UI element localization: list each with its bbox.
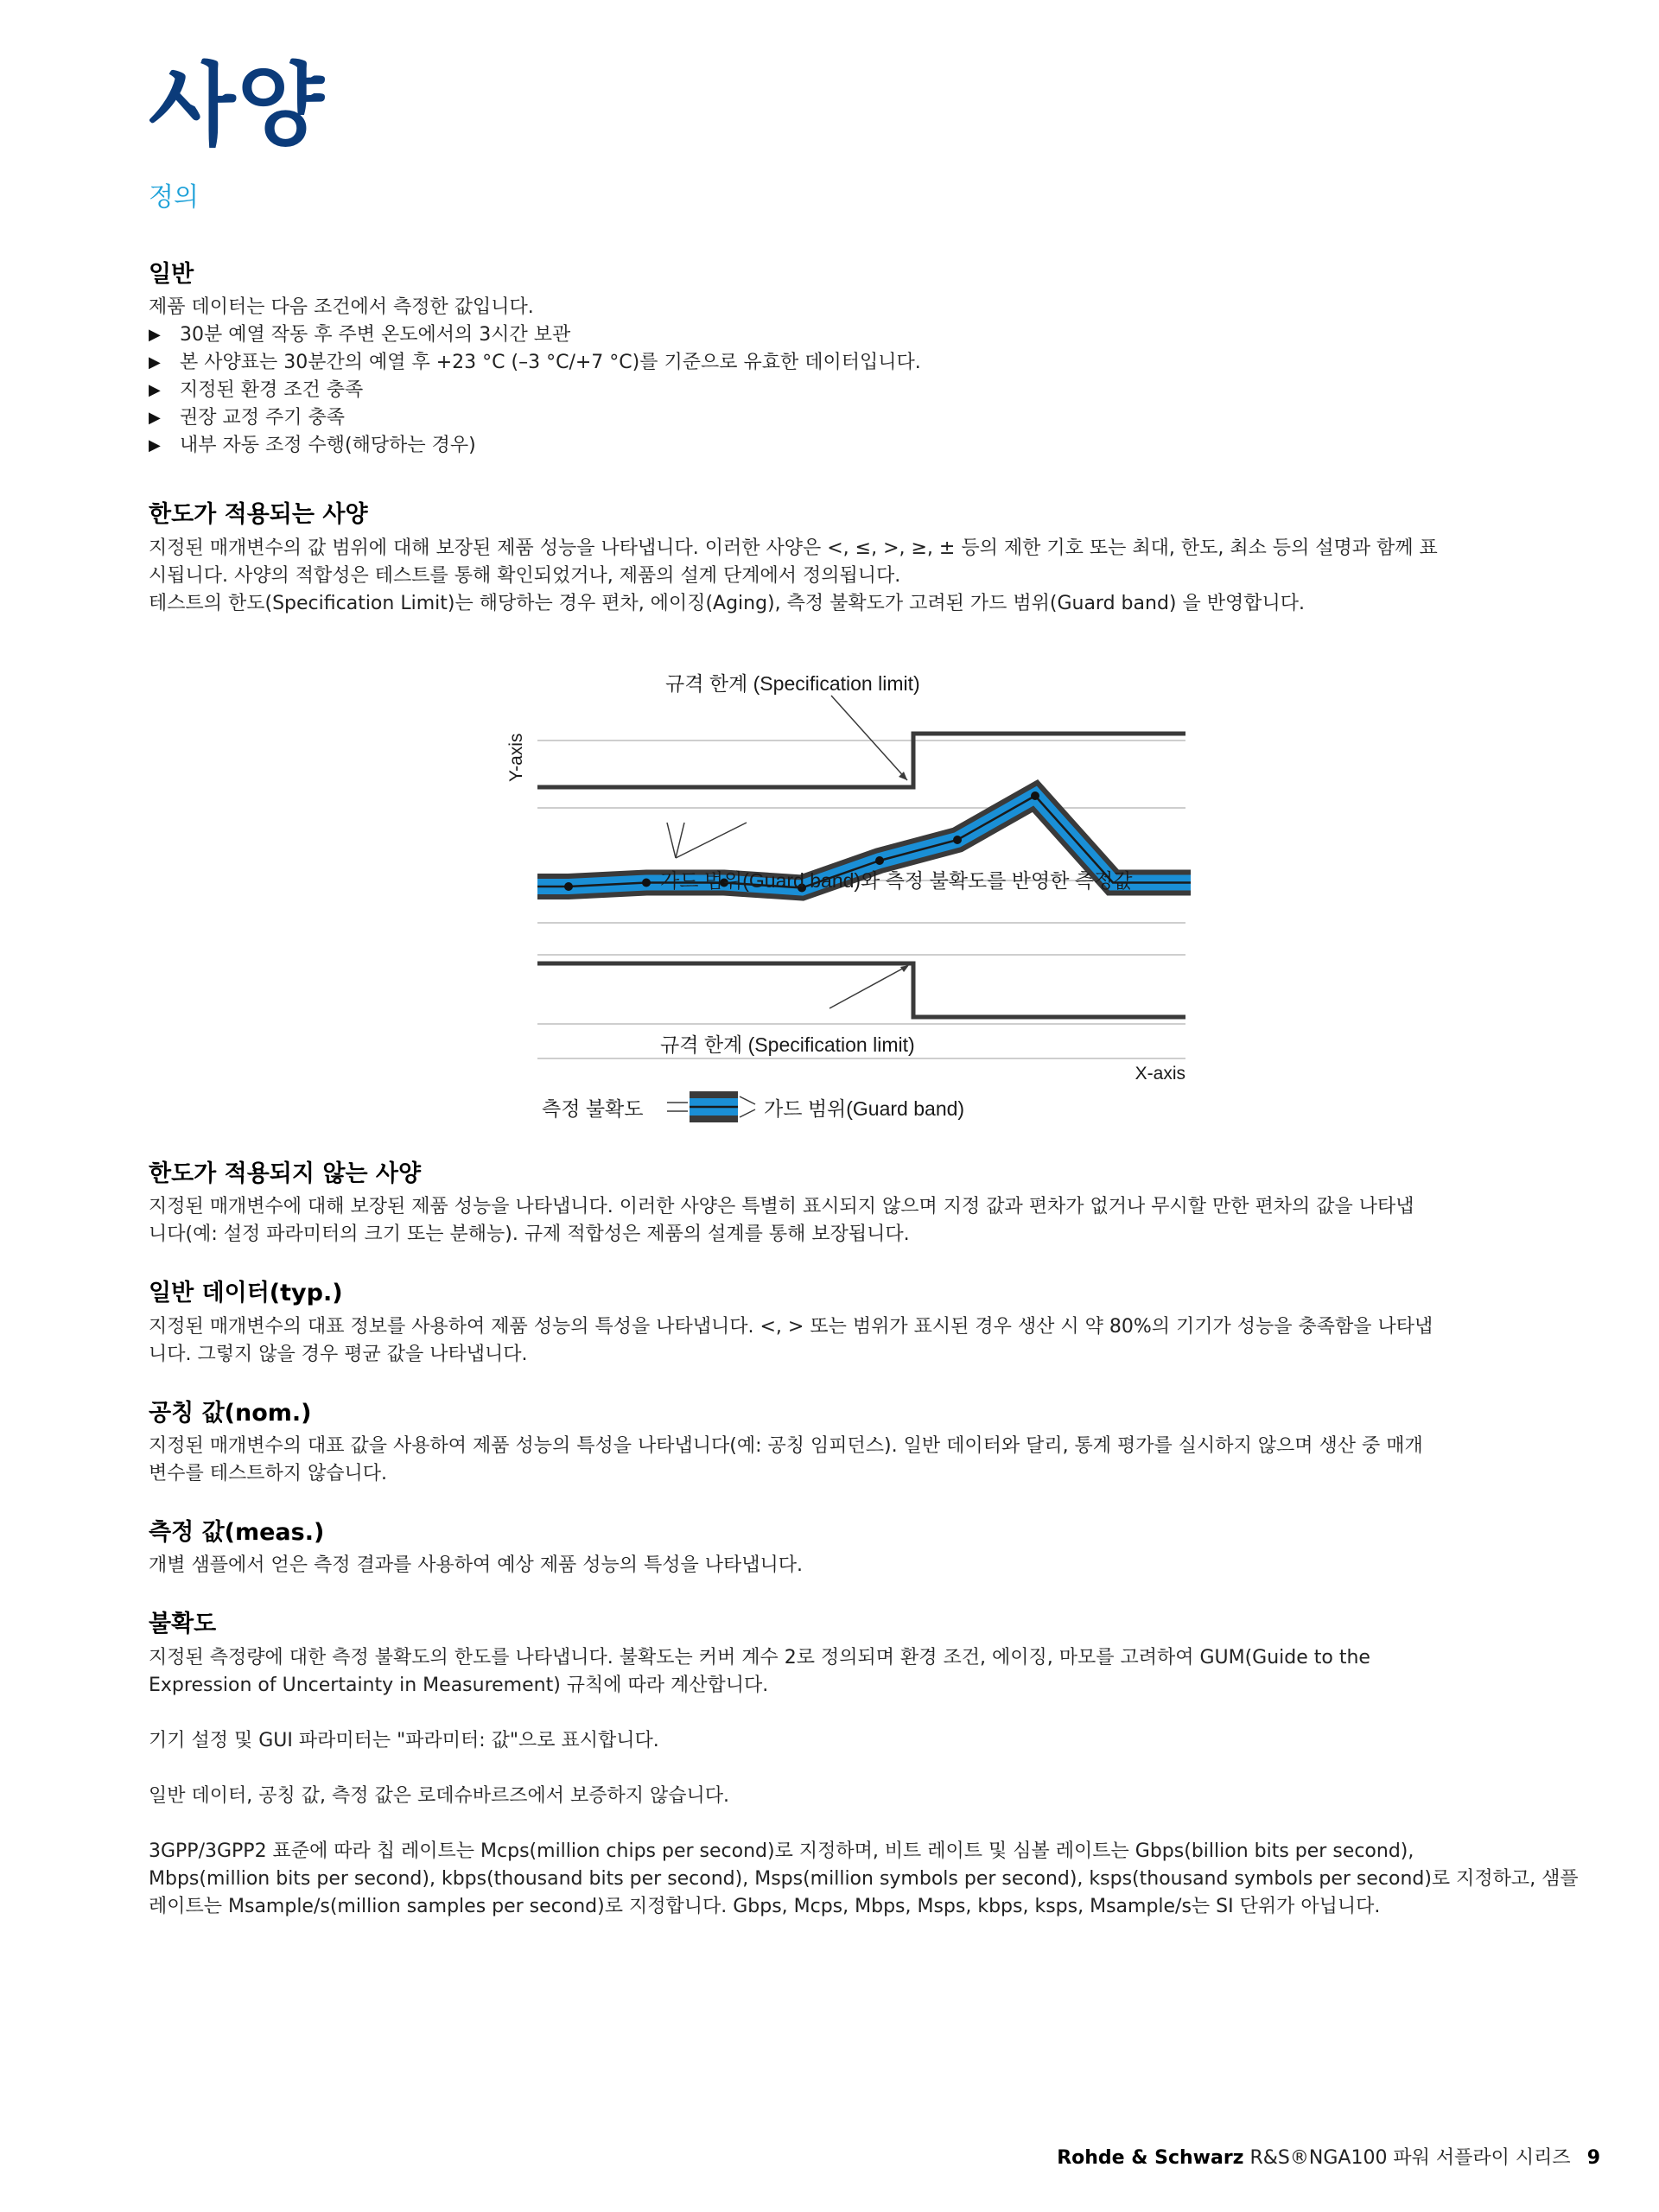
x-axis-label: X-axis [1135,1063,1185,1084]
units-line: 3GPP/3GPP2 표준에 따라 칩 레이트는 Mcps(million chips per second)로 지정하며, 비트 레이트 및 심볼 레이트는 Gbps(billion bits per second), [149,1840,1414,1862]
guard-band-diagram [149,644,1600,1128]
nominal-line: 변수를 테스트하지 않습니다. [149,1462,388,1484]
bullet-arrow-icon: ▶ [149,326,161,345]
bullet-item: ▶ 30분 예열 작동 후 주변 온도에서의 3시간 보관 [149,321,1600,349]
section-unlimited [149,1160,1600,1249]
spec-limit-arrow [831,696,907,780]
bullet-item: ▶ 내부 자동 조정 수행(해당하는 경우) [149,432,1600,460]
page-subtitle: 정의 [149,182,199,213]
footer-product: R&S®NGA100 파워 서플라이 시리즈 [1249,2147,1571,2169]
units-line: Mbps(million bits per second), kbps(thousand bits per second), Msps(million symbols per second), ksps(thousand symbols per second)로 지정하고, 샘플 [149,1867,1579,1890]
units-line: 레이트는 Msample/s(million samples per second)로 지정합니다. Gbps, Mcps, Mbps, Msps, kbps, ksps, Msample/s는 SI 단위가 아닙니다. [149,1895,1381,1917]
measured-pointer-line [676,823,747,858]
measured-point [564,882,573,891]
guard-band-figure [149,644,1600,1128]
arrow-head-icon [900,965,909,972]
typical-line: 니다. 그렇지 않을 경우 평균 값을 나타냅니다. [149,1343,528,1365]
spec-limit-bottom-label: 규격 한계 (Specification limit) [660,1033,915,1056]
bullet-arrow-icon: ▶ [149,381,161,400]
measured-values-label: 가드 범위(Guard band)와 측정 불확도를 반영한 측정값 [660,868,1133,892]
page-footer [1057,2143,1600,2170]
legend-pointer-line [740,1109,755,1117]
general-bullets [149,321,1600,460]
uncertainty-line: Expression of Uncertainty in Measurement) 규칙에 따라 계산합니다. [149,1674,769,1696]
bullet-arrow-icon: ▶ [149,436,161,455]
section-nominal [149,1400,1600,1488]
section-notes [149,1727,1600,1921]
measured-point [642,878,651,887]
bullet-arrow-icon: ▶ [149,353,161,372]
spec-limit-top-label: 규격 한계 (Specification limit) [665,671,920,695]
page-content [149,53,1600,1921]
bullet-item: ▶ 지정된 환경 조건 충족 [149,377,1600,404]
typical-line: 지정된 매개변수의 대표 정보를 사용하여 제품 성능의 특성을 나타냅니다. <, > 또는 범위가 표시된 경우 생산 시 약 80%의 기기가 성능을 충족함을 나타냅 [149,1315,1433,1338]
section-general [149,261,1600,460]
limited-heading: 한도가 적용되는 사양 [149,501,368,529]
measured-heading: 측정 값(meas.) [149,1518,325,1546]
upper-spec-limit-line [537,734,1185,787]
section-limited [149,501,1600,617]
uncertainty-line: 지정된 측정량에 대한 측정 불확도의 한도를 나타냅니다. 불확도는 커버 계수 2로 정의되며 환경 조건, 에이징, 마모를 고려하여 GUM(Guide to the [149,1646,1370,1669]
nominal-heading: 공칭 값(nom.) [149,1399,312,1427]
limited-line: 시됩니다. 사양의 적합성은 테스트를 통해 확인되었거나, 제품의 설계 단계에서 정의됩니다. [149,564,901,587]
unlimited-heading: 한도가 적용되지 않는 사양 [149,1160,422,1187]
page-number: 9 [1586,2147,1600,2169]
warranty-note: 일반 데이터, 공칭 값, 측정 값은 로데슈바르즈에서 보증하지 않습니다. [149,1784,729,1807]
bullet-item: ▶ 권장 교정 주기 충족 [149,404,1600,432]
measured-pointer-line [676,823,684,858]
limited-line: 테스트의 한도(Specification Limit)는 해당하는 경우 편차, 에이징(Aging), 측정 불확도가 고려된 가드 범위(Guard band) 을 반영합니다. [149,592,1305,614]
measured-pointer-line [667,823,676,858]
unlimited-line: 니다(예: 설정 파라미터의 크기 또는 분해능). 규제 적합성은 제품의 설계를 통해 보장됩니다. [149,1224,910,1246]
measured-line: 개별 샘플에서 얻은 측정 결과를 사용하여 예상 제품 성능의 특성을 나타냅니다. [149,1554,803,1577]
unlimited-line: 지정된 매개변수에 대해 보장된 제품 성능을 나타냅니다. 이러한 사양은 특별히 표시되지 않으며 지정 값과 편차가 없거나 무시할 만한 편차의 값을 나타냅 [149,1196,1414,1218]
legend-guard-label: 가드 범위(Guard band) [764,1096,965,1120]
gui-note: 기기 설정 및 GUI 파라미터는 "파라미터: 값"으로 표시합니다. [149,1729,659,1751]
bullet-item: ▶ 본 사양표는 30분간의 예열 후 +23 °C (–3 °C/+7 °C)를 기준으로 유효한 데이터입니다. [149,349,1600,377]
typical-heading: 일반 데이터(typ.) [149,1280,343,1307]
measured-point [875,856,884,865]
legend-pointer-line [740,1096,755,1104]
lower-spec-limit-line [537,963,1185,1017]
page-title: 사양 [149,53,326,158]
section-typical [149,1280,1600,1368]
y-axis-label: Y-axis [506,733,526,782]
section-measured [149,1519,1600,1580]
measured-point [1031,791,1039,800]
uncertainty-heading: 불확도 [149,1611,217,1638]
nominal-line: 지정된 매개변수의 대표 값을 사용하여 제품 성능의 특성을 나타냅니다(예: 공칭 임피던스). 일반 데이터와 달리, 통계 평가를 실시하지 않으며 생산 중 매개 [149,1434,1423,1457]
general-intro: 제품 데이터는 다음 조건에서 측정한 값입니다. [149,296,534,319]
footer-brand: Rohde & Schwarz [1057,2147,1244,2169]
limited-line: 지정된 매개변수의 값 범위에 대해 보장된 제품 성능을 나타냅니다. 이러한 사양은 <, ≤, >, ≥, ± 등의 제한 기호 또는 최대, 한도, 최소 등의 설명과 함께 표 [149,537,1438,559]
legend-uncertainty-label: 측정 불확도 [542,1096,644,1120]
general-heading: 일반 [149,261,194,288]
spec-limit-arrow [830,966,907,1008]
section-uncertainty [149,1611,1600,1699]
measured-point [953,836,962,844]
bullet-arrow-icon: ▶ [149,409,161,428]
